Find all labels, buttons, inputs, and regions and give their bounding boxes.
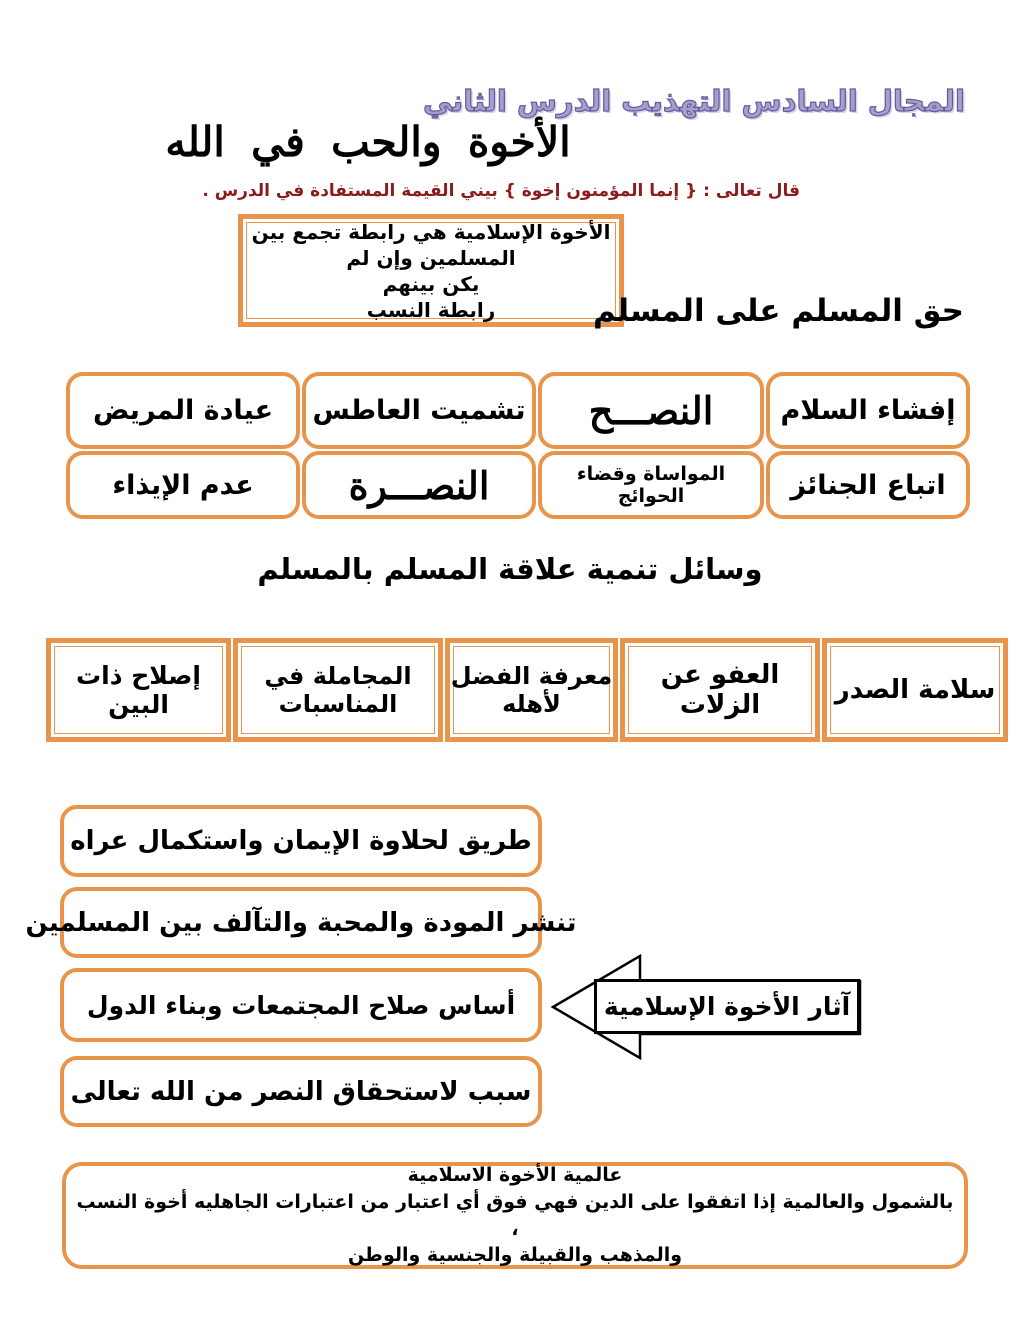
definition-line: الأخوة الإسلامية هي رابطة تجمع بين — [251, 219, 611, 244]
lesson-header-title: المجال السادس التهذيب الدرس الثاني — [423, 84, 965, 118]
rights-row-2 — [66, 451, 970, 519]
definition-line: المسلمين وإن لم — [346, 245, 516, 270]
universality-line: بالشمول والعالمية إذا اتفقوا على الدين فهي فوق أي اعتبار من اعتبارات الجاهليه أخوة النسب ، — [76, 1190, 954, 1240]
universality-box — [62, 1162, 968, 1269]
right-item-spread-salam: إفشاء السلام — [766, 372, 970, 449]
right-item-visit-sick: عيادة المريض — [66, 372, 300, 449]
right-item-consolation-needs: المواساة وقضاء الحوائج — [538, 451, 764, 519]
means-item-reconciliation: إصلاح ذات البين — [46, 638, 231, 742]
right-item-advice: النصـــح — [538, 372, 764, 449]
effect-item-sweetness-of-faith: طريق لحلاوة الإيمان واستكمال عراه — [60, 805, 542, 877]
means-item-acknowledge-merit: معرفة الفضل لأهله — [445, 638, 618, 742]
means-row — [44, 638, 1008, 742]
right-item-sneeze-blessing: تشميت العاطس — [302, 372, 536, 449]
universality-line: والمذهب والقبيلة والجنسية والوطن — [347, 1244, 683, 1267]
page-title: الأخوة والحب في الله — [165, 118, 571, 166]
right-item-support: النصـــرة — [302, 451, 536, 519]
right-item-no-harm: عدم الإيذاء — [66, 451, 300, 519]
definition-line: رابطة النسب — [366, 297, 496, 322]
means-item-sound-heart: سلامة الصدر — [822, 638, 1008, 742]
universality-title: عالمية الأخوة الاسلامية — [407, 1163, 623, 1186]
effect-item-deserving-victory: سبب لاستحقاق النصر من الله تعالى — [60, 1056, 542, 1127]
means-section-heading: وسائل تنمية علاقة المسلم بالمسلم — [257, 552, 763, 586]
effect-item-society-foundation: أساس صلاح المجتمعات وبناء الدول — [60, 968, 542, 1042]
means-item-forgive-slips: العفو عن الزلات — [620, 638, 820, 742]
definition-line: يكن بينهم — [382, 271, 480, 296]
brotherhood-definition-box — [238, 214, 624, 327]
effects-arrow-label: آثار الأخوة الإسلامية — [594, 979, 860, 1034]
right-item-follow-funerals: اتباع الجنائز — [766, 451, 970, 519]
rights-section-heading: حق المسلم على المسلم — [593, 293, 964, 329]
effect-item-spread-affection: تنشر المودة والمحبة والتآلف بين المسلمين — [60, 887, 542, 958]
rights-row-1 — [66, 372, 970, 449]
means-item-courtesy-occasions: المجاملة في المناسبات — [233, 638, 443, 742]
quran-quote-line: قال تعالى : { إنما المؤمنون إخوة } بيني القيمة المستفادة في الدرس . — [202, 181, 800, 201]
